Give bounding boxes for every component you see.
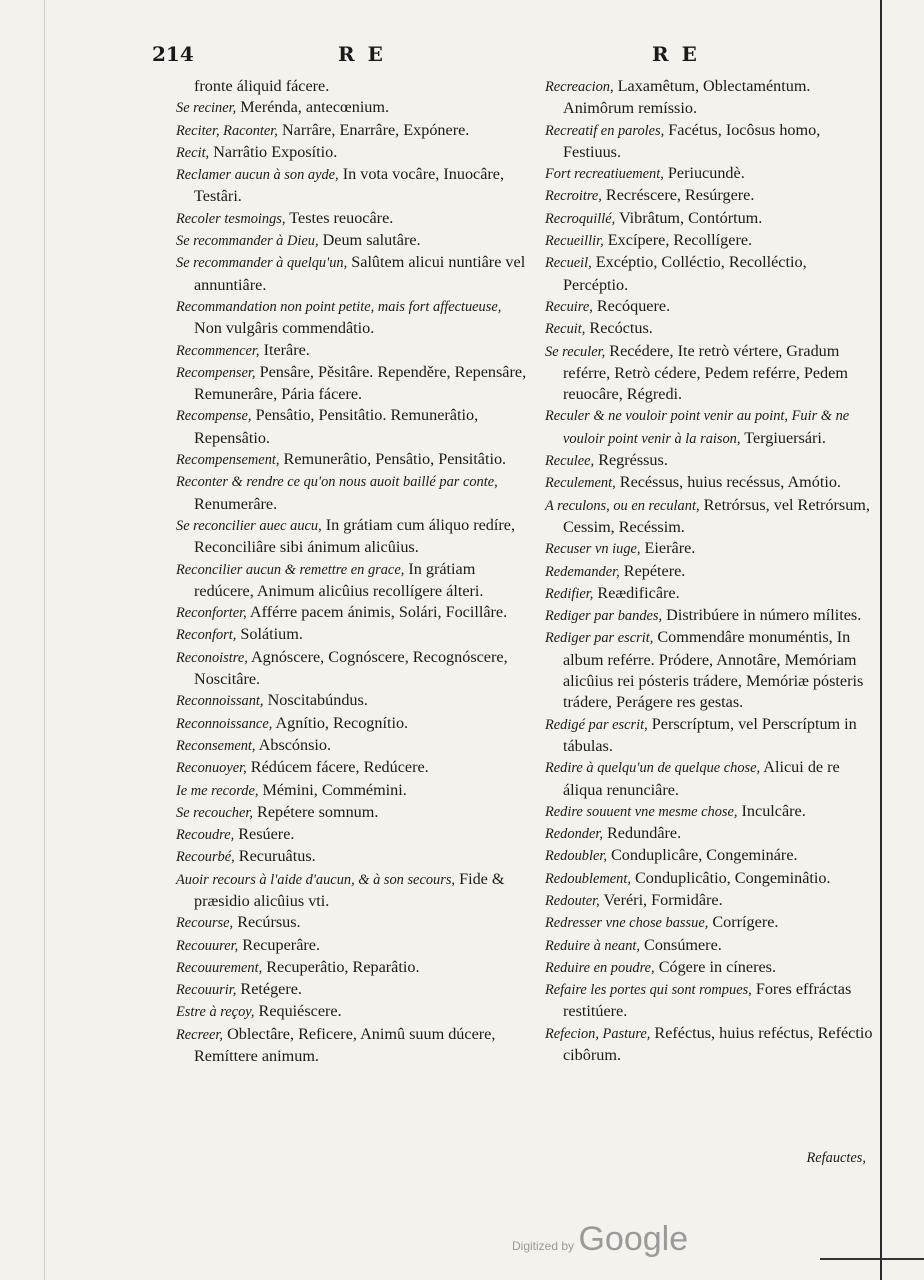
entry-definition: Pensâtio, Pensitâtio. Remunerâtio, Repensâtio. xyxy=(194,406,479,447)
entry-headword: Recueil, xyxy=(545,255,592,272)
entry-definition: Resúere. xyxy=(234,825,295,844)
entry-definition: Solátium. xyxy=(236,625,303,644)
dictionary-entry xyxy=(545,296,875,318)
google-logo-text: Google xyxy=(578,1220,689,1258)
entry-headword: Recourbé, xyxy=(176,849,235,866)
entry-headword: Ie me recorde, xyxy=(176,782,259,799)
entry-headword: Recompenser, xyxy=(176,364,256,381)
entry-headword: Se recoucher, xyxy=(176,804,253,821)
dictionary-entry xyxy=(545,845,875,867)
dictionary-entry xyxy=(545,605,875,627)
entry-definition: Narrâre, Enarrâre, Expónere. xyxy=(277,120,470,139)
entry-headword: Recoler tesmoings, xyxy=(176,210,286,227)
entry-headword: Fort recreatiuement, xyxy=(545,166,664,183)
dictionary-entry xyxy=(176,208,532,230)
entry-definition: Recédere, Ite retrò vértere, Gradum reférre, Retrò cédere, Pedem reférre, Pedem reuocâre, Régredi. xyxy=(563,341,848,404)
entry-headword: Rediger par escrit, xyxy=(545,630,654,647)
entry-headword: Reconfort, xyxy=(176,627,237,644)
entry-headword: Se reconcilier auec aucu, xyxy=(176,517,322,534)
entry-definition: Agnóscere, Cognóscere, Recognóscere, Noscitâre. xyxy=(194,647,508,689)
entry-headword: Recouurer, xyxy=(176,937,239,954)
entry-headword: Redire à quelqu'un de quelque chose, xyxy=(545,760,761,777)
dictionary-entry xyxy=(545,627,875,713)
entry-definition: Rédúcem fácere, Redúcere. xyxy=(246,758,429,777)
entry-definition: Testes reuocâre. xyxy=(285,208,394,227)
entry-definition: Retrórsus, vel Retrórsum, Cessim, Recéssim. xyxy=(563,495,870,536)
entry-definition: In vota vocâre, Inuocâre, Testâri. xyxy=(194,165,505,206)
entry-headword: A reculons, ou en reculant, xyxy=(545,497,700,514)
dictionary-entry xyxy=(176,979,532,1001)
entry-definition: Periucundè. xyxy=(663,164,745,183)
entry-definition: Recúrsus. xyxy=(233,913,301,932)
entry-definition: Merénda, antecœnium. xyxy=(236,98,390,117)
entry-definition: Veréri, Formidâre. xyxy=(599,890,723,909)
entry-headword: Recourse, xyxy=(176,915,234,932)
entry-definition: Eierâre. xyxy=(640,539,696,558)
entry-headword: Recouurir, xyxy=(176,982,237,999)
dictionary-entry xyxy=(545,472,875,494)
dictionary-entry xyxy=(176,869,532,913)
dictionary-entry xyxy=(545,318,875,340)
dictionary-entry xyxy=(545,583,875,605)
entry-definition: Conduplicâre, Congemináre. xyxy=(606,846,798,865)
dictionary-entry xyxy=(545,341,875,406)
entry-definition: Reféctus, huius reféctus, Reféctio cibôrum. xyxy=(563,1023,873,1065)
entry-headword: Recompense, xyxy=(176,408,252,425)
dictionary-entry xyxy=(545,76,875,120)
entry-definition: Alicui de re áliqua renunciâre. xyxy=(563,758,840,799)
entry-definition: Reædificâre. xyxy=(593,583,680,602)
entry-headword: Recouurement, xyxy=(176,959,263,976)
entry-headword: Recoudre, xyxy=(176,827,235,844)
entry-headword: Rediger par bandes, xyxy=(545,608,663,625)
dictionary-entry xyxy=(176,957,532,979)
entry-definition: Mémini, Comméminі. xyxy=(258,780,407,799)
entry-definition: Recuperâtio, Reparâtio. xyxy=(262,957,420,976)
dictionary-entry xyxy=(176,230,532,252)
entry-headword: Refecion, Pasture, xyxy=(545,1025,651,1042)
entry-headword: Refaire les portes qui sont rompues, xyxy=(545,982,752,999)
entry-headword: Recit, xyxy=(176,144,210,161)
entry-headword: Se reciner, xyxy=(176,100,237,117)
dictionary-entry xyxy=(176,515,532,559)
running-head-left: R E xyxy=(338,42,386,66)
entry-headword: Recommandation non point petite, mais fort affectueuse, xyxy=(176,298,502,315)
entry-headword: Reculee, xyxy=(545,453,595,470)
dictionary-entry xyxy=(176,164,532,208)
entry-headword: Redifier, xyxy=(545,585,594,602)
entry-definition: Abscónsio. xyxy=(255,735,332,754)
dictionary-entry xyxy=(176,142,532,164)
dictionary-entry xyxy=(176,735,532,757)
entry-headword: Reconter & rendre ce qu'on nous auoit baillé par conte, xyxy=(176,474,498,491)
entry-definition: Recóctus. xyxy=(585,319,653,338)
dictionary-entry xyxy=(545,252,875,296)
entry-headword: Recompensement, xyxy=(176,452,280,469)
entry-headword: Recreatif en paroles, xyxy=(545,122,665,139)
entry-headword: Reconnoissance, xyxy=(176,715,273,732)
entry-headword: Reconoistre, xyxy=(176,649,248,666)
entry-headword: Recreacion, xyxy=(545,79,614,95)
entry-headword: Reconuoyer, xyxy=(176,760,247,777)
entry-headword: Reciter, Raconter, xyxy=(176,122,278,139)
dictionary-entry xyxy=(176,912,532,934)
entry-definition: Pensâre, Pěsitâre. Rependěre, Repensâre, Remunerâre, Pária fácere. xyxy=(194,362,527,404)
page-edge-line xyxy=(880,0,882,1280)
dictionary-entry xyxy=(176,824,532,846)
entry-headword: Redigé par escrit, xyxy=(545,716,648,733)
dictionary-entry xyxy=(545,757,875,801)
dictionary-entry xyxy=(176,602,532,624)
dictionary-entry xyxy=(545,868,875,890)
entry-definition: Fores effráctas restitúere. xyxy=(563,980,852,1021)
entry-definition: Excípere, Recollígere. xyxy=(603,231,753,250)
entry-headword: Reconnoissant, xyxy=(176,693,264,710)
entry-definition: Non vulgâris commendâtio. xyxy=(194,319,375,338)
entry-headword: Estre à reçoy, xyxy=(176,1004,255,1021)
entry-headword: Se reculer, xyxy=(545,343,606,360)
dictionary-entry xyxy=(545,230,875,252)
entry-definition: Narrâtio Exposítio. xyxy=(209,142,338,161)
dictionary-entry xyxy=(176,624,532,646)
dictionary-entry xyxy=(176,405,532,449)
entry-definition: In grátiam cum áliquo redíre, Reconciliâre sibi ánimum alicûius. xyxy=(194,515,515,557)
google-watermark xyxy=(512,1220,688,1259)
entry-definition: Recéssus, huius recéssus, Amótio. xyxy=(615,473,841,492)
entry-definition: fronte áliquid fácere. xyxy=(194,77,330,95)
entry-definition: Conduplicâtio, Congeminâtio. xyxy=(630,868,831,887)
entry-definition: Deum salutâre. xyxy=(318,231,421,250)
entry-definition: Remunerâtio, Pensâtio, Pensitâtio. xyxy=(279,450,507,469)
dictionary-entry xyxy=(176,76,532,97)
dictionary-entry xyxy=(176,690,532,712)
dictionary-entry xyxy=(545,801,875,823)
dictionary-entry xyxy=(545,957,875,979)
dictionary-entry xyxy=(545,823,875,845)
entry-headword: Recuser vn iuge, xyxy=(545,541,641,558)
dictionary-entry xyxy=(176,1024,532,1068)
entry-definition: Retégere. xyxy=(236,980,302,999)
entry-headword: Auoir recours à l'aide d'aucun, & à son secours, xyxy=(176,871,456,888)
entry-definition: Afférre pacem ánimis, Solári, Focillâre. xyxy=(246,603,508,622)
dictionary-entry xyxy=(545,405,875,450)
dictionary-entry xyxy=(176,647,532,691)
entry-definition: Repétere somnum. xyxy=(252,802,379,821)
entry-definition: Tergiuersári. xyxy=(740,428,826,447)
entry-definition: Inculcâre. xyxy=(737,801,806,820)
entry-headword: Redonder, xyxy=(545,826,603,843)
digitized-label: Digitized by xyxy=(512,1239,575,1253)
dictionary-entry xyxy=(545,163,875,185)
entry-definition: Distribúere in número mílites. xyxy=(662,606,862,625)
entry-definition: Redundâre. xyxy=(602,824,682,843)
entry-headword: Reculement, xyxy=(545,475,616,492)
entry-definition: Consúmere. xyxy=(639,935,722,954)
running-head-right: R E xyxy=(652,42,700,66)
entry-headword: Redouter, xyxy=(545,892,600,909)
entry-definition: Salûtem alicui nuntiâre vel annuntiâre. xyxy=(194,253,526,294)
entry-definition: Repétere. xyxy=(619,561,686,580)
left-column xyxy=(176,76,532,1067)
dictionary-entry xyxy=(176,362,532,406)
entry-definition: Cógere in cíneres. xyxy=(654,957,776,976)
entry-headword: Reclamer aucun à son ayde, xyxy=(176,167,339,184)
dictionary-entry xyxy=(545,912,875,934)
entry-definition: In grátiam redúcere, Animum alicûius recollígere álteri. xyxy=(194,559,484,600)
dictionary-entry xyxy=(176,780,532,802)
entry-headword: Redemander, xyxy=(545,563,620,580)
entry-headword: Recroitre, xyxy=(545,188,602,205)
entry-headword: Recuire, xyxy=(545,298,593,315)
entry-definition: Regréssus. xyxy=(594,451,668,470)
entry-definition: Fide & præsidio alicûius vti. xyxy=(194,869,505,910)
dictionary-entry xyxy=(545,979,875,1023)
entry-definition: Noscitabúndus. xyxy=(263,691,368,710)
dictionary-entry xyxy=(176,471,532,515)
dictionary-entry xyxy=(176,713,532,735)
dictionary-entry xyxy=(545,714,875,758)
entry-definition: Excéptio, Colléctio, Recolléctio, Percéptio. xyxy=(563,253,807,294)
dictionary-entry xyxy=(545,538,875,560)
dictionary-entry xyxy=(176,1001,532,1023)
entry-headword: Reduire en poudre, xyxy=(545,959,655,976)
dictionary-entry xyxy=(176,757,532,779)
entry-headword: Reduire à neant, xyxy=(545,937,640,954)
dictionary-entry xyxy=(176,846,532,868)
dictionary-entry xyxy=(545,1023,875,1067)
entry-definition: Commendâre monuméntis, In album reférre. Pródere, Annotâre, Memóriam alicûius rei pósteris trádere, Memóriæ pósteris trádere, Perágere res gestas. xyxy=(563,628,864,712)
dictionary-entry xyxy=(545,890,875,912)
entry-definition: Agnítio, Recognítio. xyxy=(272,713,409,732)
entry-headword: Recommencer, xyxy=(176,342,260,359)
entry-headword: Reconcilier aucun & remettre en grace, xyxy=(176,561,405,578)
dictionary-entry xyxy=(545,561,875,583)
dictionary-entry xyxy=(176,120,532,142)
entry-definition: Recréscere, Resúrgere. xyxy=(601,186,755,205)
dictionary-entry xyxy=(176,935,532,957)
entry-definition: Renumerâre. xyxy=(194,494,278,513)
dictionary-entry xyxy=(176,97,532,119)
entry-headword: Redoublement, xyxy=(545,870,631,887)
entry-headword: Reconsement, xyxy=(176,737,256,754)
dictionary-entry xyxy=(176,449,532,471)
dictionary-entry xyxy=(176,559,532,603)
dictionary-entry xyxy=(176,340,532,362)
entry-headword: Se recommander à quelqu'un, xyxy=(176,255,348,272)
catchword: Refauctes, xyxy=(806,1150,866,1166)
right-column xyxy=(545,76,875,1066)
dictionary-entry xyxy=(176,802,532,824)
entry-definition: Perscríptum, vel Perscríptum in tábulas. xyxy=(563,714,857,755)
entry-headword: Recreer, xyxy=(176,1026,224,1043)
entry-definition: Oblectâre, Reficere, Animû suum dúcere, Remíttere animum. xyxy=(194,1024,496,1066)
entry-definition: Corrígere. xyxy=(708,913,779,932)
entry-headword: Redire souuent vne mesme chose, xyxy=(545,803,738,820)
dictionary-entry xyxy=(545,208,875,230)
entry-definition: Recuruâtus. xyxy=(234,847,316,866)
entry-headword: Reculer & ne vouloir point venir au point, Fuir & ne vouloir point venir à la raison, xyxy=(545,408,850,447)
entry-headword: Recuit, xyxy=(545,321,586,338)
entry-headword: Recueillir, xyxy=(545,233,604,250)
dictionary-entry xyxy=(545,495,875,539)
entry-headword: Recroquillé, xyxy=(545,210,616,227)
entry-headword: Redoubler, xyxy=(545,848,607,865)
entry-definition: Vibrâtum, Contórtum. xyxy=(615,208,763,227)
dictionary-entry xyxy=(176,296,532,340)
dictionary-entry xyxy=(545,450,875,472)
entry-headword: Reconforter, xyxy=(176,605,247,622)
entry-definition: Recóquere. xyxy=(592,296,671,315)
entry-definition: Iterâre. xyxy=(259,340,310,359)
page-number: 214 xyxy=(152,42,194,66)
dictionary-entry xyxy=(545,185,875,207)
entry-headword: Se recommander à Dieu, xyxy=(176,233,319,250)
entry-definition: Recuperâre. xyxy=(238,935,321,954)
dictionary-entry xyxy=(176,252,532,296)
bottom-edge-line xyxy=(820,1258,924,1260)
entry-definition: Laxamêtum, Oblectaméntum. Animôrum remíssio. xyxy=(563,77,811,118)
entry-definition: Requiéscere. xyxy=(254,1002,342,1021)
page-gutter-line xyxy=(44,0,45,1280)
dictionary-entry xyxy=(545,120,875,164)
dictionary-entry xyxy=(545,935,875,957)
entry-headword: Redresser vne chose bassue, xyxy=(545,915,709,932)
entry-definition: Facétus, Iocôsus homo, Festiuus. xyxy=(563,120,821,161)
